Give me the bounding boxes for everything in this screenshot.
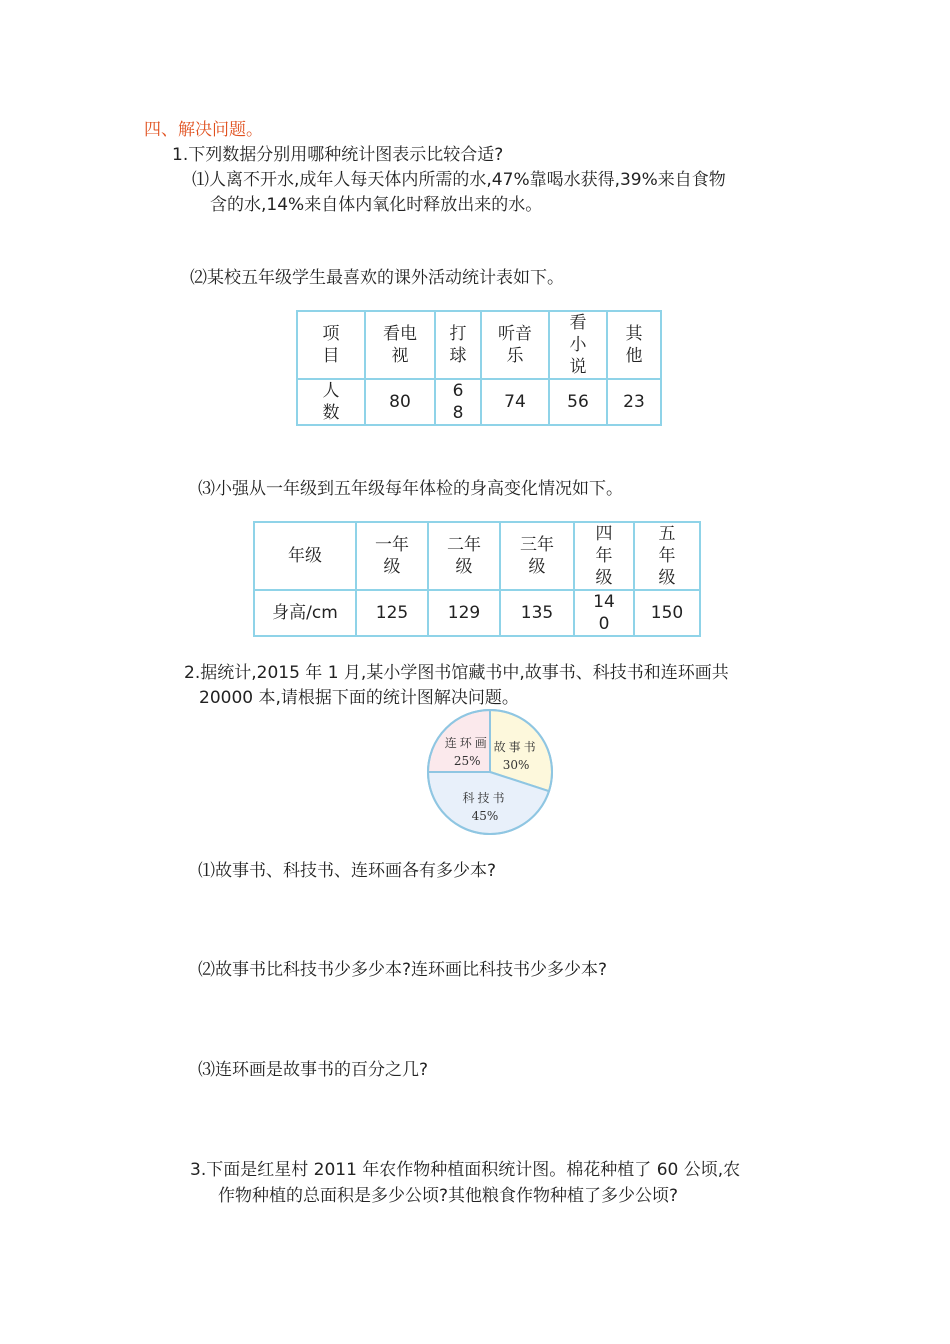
table-cell: 四年级 bbox=[574, 522, 634, 590]
table-cell: 三年级 bbox=[500, 522, 574, 590]
book-pie-chart bbox=[424, 706, 556, 838]
q1-part1-line2: 含的水,14%来自体内氧化时释放出来的水。 bbox=[210, 195, 543, 215]
q2-sub3: ⑶连环画是故事书的百分之几? bbox=[198, 1060, 429, 1080]
table-cell: 项目 bbox=[297, 311, 365, 379]
table-cell: 五年级 bbox=[634, 522, 700, 590]
table-row bbox=[297, 379, 661, 425]
question-3-line1: 3.下面是红星村 2011 年农作物种植面积统计图。棉花种植了 60 公顷,农 bbox=[190, 1160, 741, 1180]
question-1-title: 1.下列数据分别用哪种统计图表示比较合适? bbox=[172, 145, 504, 165]
q2-sub2: ⑵故事书比科技书少多少本?连环画比科技书少多少本? bbox=[198, 960, 608, 980]
table-row bbox=[254, 522, 700, 590]
table-cell: 打球 bbox=[435, 311, 481, 379]
question-2-line1: 2.据统计,2015 年 1 月,某小学图书馆藏书中,故事书、科技书和连环画共 bbox=[184, 663, 729, 683]
table-cell: 听音乐 bbox=[481, 311, 549, 379]
q1-part2: ⑵某校五年级学生最喜欢的课外活动统计表如下。 bbox=[190, 268, 564, 288]
pie-slice-percent: 25% bbox=[453, 754, 481, 769]
table-cell: 135 bbox=[500, 590, 574, 636]
table-cell: 68 bbox=[435, 379, 481, 425]
q1-part1-line1: ⑴人离不开水,成年人每天体内所需的水,47%靠喝水获得,39%来自食物 bbox=[192, 170, 726, 190]
table-cell: 其他 bbox=[607, 311, 661, 379]
pie-slice-percent: 45% bbox=[471, 808, 499, 823]
pie-slice-percent: 30% bbox=[502, 758, 530, 773]
height-table bbox=[253, 521, 701, 637]
table-cell: 身高/cm bbox=[254, 590, 356, 636]
section-title: 四、解决问题。 bbox=[144, 120, 263, 140]
table-cell: 140 bbox=[574, 590, 634, 636]
question-2-line2: 20000 本,请根据下面的统计图解决问题。 bbox=[199, 688, 519, 708]
table-cell: 二年级 bbox=[428, 522, 500, 590]
table-cell: 看电视 bbox=[365, 311, 435, 379]
table-cell: 80 bbox=[365, 379, 435, 425]
table-cell: 年级 bbox=[254, 522, 356, 590]
pie-slice-label: 故事书 bbox=[493, 740, 539, 755]
pie-slice-label: 连环画 bbox=[444, 736, 490, 751]
table-cell: 看小说 bbox=[549, 311, 607, 379]
table-cell: 125 bbox=[356, 590, 428, 636]
q1-part3: ⑶小强从一年级到五年级每年体检的身高变化情况如下。 bbox=[198, 479, 623, 499]
table-row bbox=[254, 590, 700, 636]
q2-sub1: ⑴故事书、科技书、连环画各有多少本? bbox=[198, 861, 497, 881]
table-row bbox=[297, 311, 661, 379]
table-cell: 150 bbox=[634, 590, 700, 636]
table-cell: 56 bbox=[549, 379, 607, 425]
table-cell: 23 bbox=[607, 379, 661, 425]
table-cell: 人数 bbox=[297, 379, 365, 425]
table-cell: 129 bbox=[428, 590, 500, 636]
question-3-line2: 作物种植的总面积是多少公顷?其他粮食作物种植了多少公顷? bbox=[218, 1186, 679, 1206]
activity-table bbox=[296, 310, 662, 426]
table-cell: 74 bbox=[481, 379, 549, 425]
pie-slice-label: 科技书 bbox=[462, 790, 508, 805]
table-cell: 一年级 bbox=[356, 522, 428, 590]
